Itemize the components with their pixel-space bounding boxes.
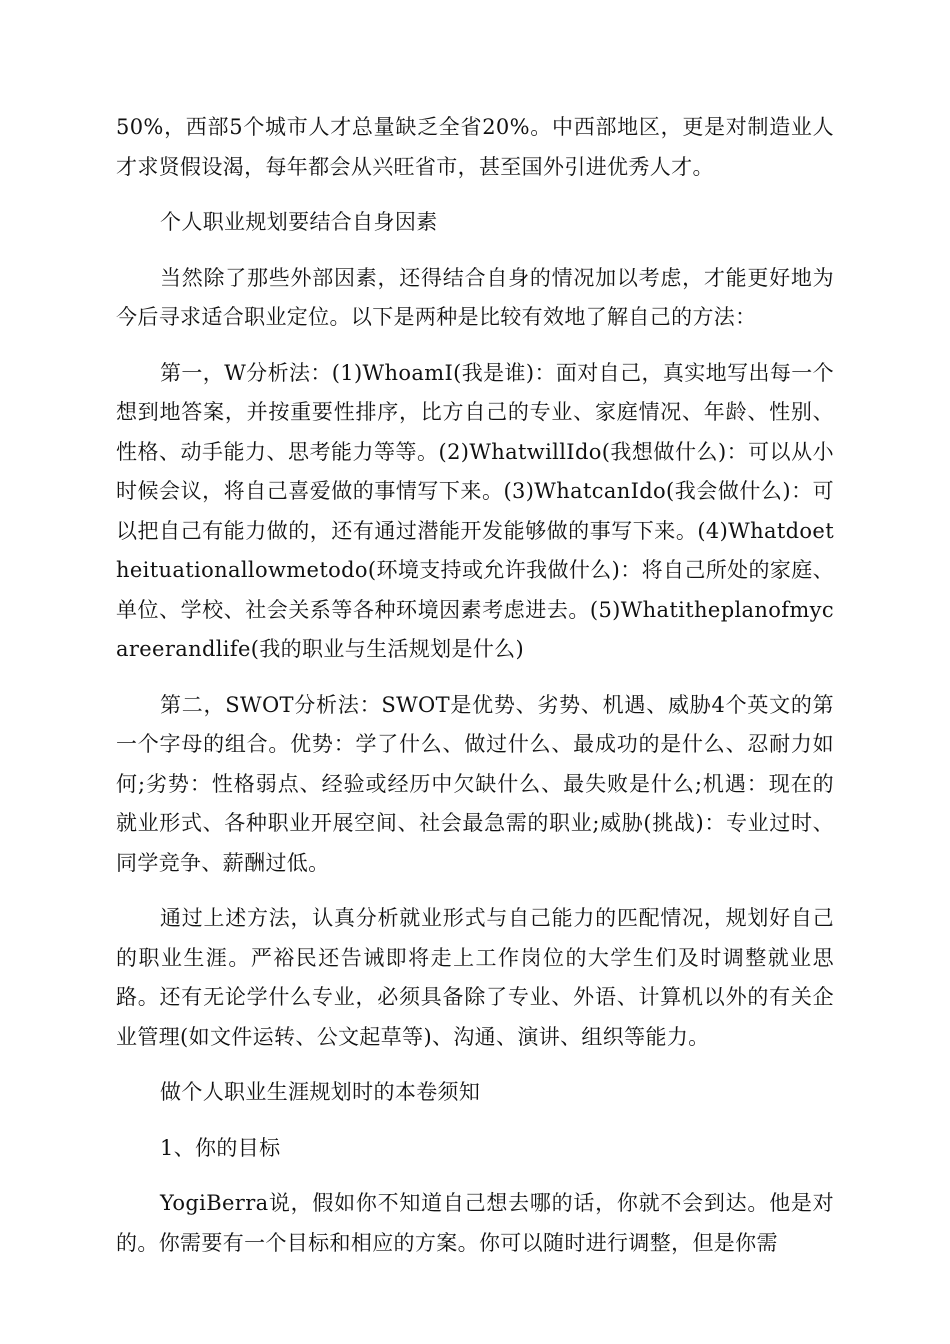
paragraph-talent-shortage: 50%，西部5个城市人才总量缺乏全省20%。中西部地区，更是对制造业人才求贤假设渴，每年都会从兴旺省市，甚至国外引进优秀人才。 [116,115,834,179]
paragraph-swot-analysis: 第二，SWOT分析法：SWOT是优势、劣势、机遇、威胁4个英文的第一个字母的组合。优势：学了什么、做过什么、最成功的是什么、忍耐力如何;劣势：性格弱点、经验或经历中欠缺什么、最失败是什么;机遇：现在的就业形式、各种职业开展空间、社会最急需的职业;威胁(挑战)：专业过时、同学竞争、薪酬过低。 [116,692,834,875]
paragraph-goal-body: YogiBerra说，假如你不知道自己想去哪的话，你就不会到达。他是对的。你需要有一个目标和相应的方案。你可以随时进行调整，但是你需 [116,1191,834,1255]
section-heading-notes: 做个人职业生涯规划时的本卷须知 [160,1080,481,1104]
section-heading-self-factors: 个人职业规划要结合自身因素 [160,210,438,234]
paragraph-conclusion: 通过上述方法，认真分析就业形式与自己能力的匹配情况，规划好自己的职业生涯。严裕民还告诫即将走上工作岗位的大学生们及时调整就业思路。还有无论学什么专业，必须具备除了专业、外语、计算机以外的有关企业管理(如文件运转、公文起草等)、沟通、演讲、组织等能力。 [116,906,834,1049]
paragraph-w-analysis: 第一，W分析法：(1)WhoamI(我是谁)：面对自己，真实地写出每一个想到地答案，并按重要性排序，比方自己的专业、家庭情况、年龄、性别、性格、动手能力、思考能力等等。(2)WhatwillIdo(我想做什么)：可以从小时候会议，将自己喜爱做的事情写下来。(3)WhatcanIdo(我会做什么)：可以把自己有能力做的，还有通过潜能开发能够做的事写下来。(4)Whatdoetheituationallowmetodo(环境支持或允许我做什么)：将自己所处的家庭、单位、学校、社会关系等各种环境因素考虑进去。(5)Whatitheplanofmycareerandlife(我的职业与生活规划是什么) [116,360,834,661]
document-body [116,108,834,1279]
section-heading-goal: 1、你的目标 [160,1135,281,1160]
paragraph-intro-methods: 当然除了那些外部因素，还得结合自身的情况加以考虑，才能更好地为今后寻求适合职业定位。以下是两种是比较有效地了解自己的方法： [116,265,834,329]
